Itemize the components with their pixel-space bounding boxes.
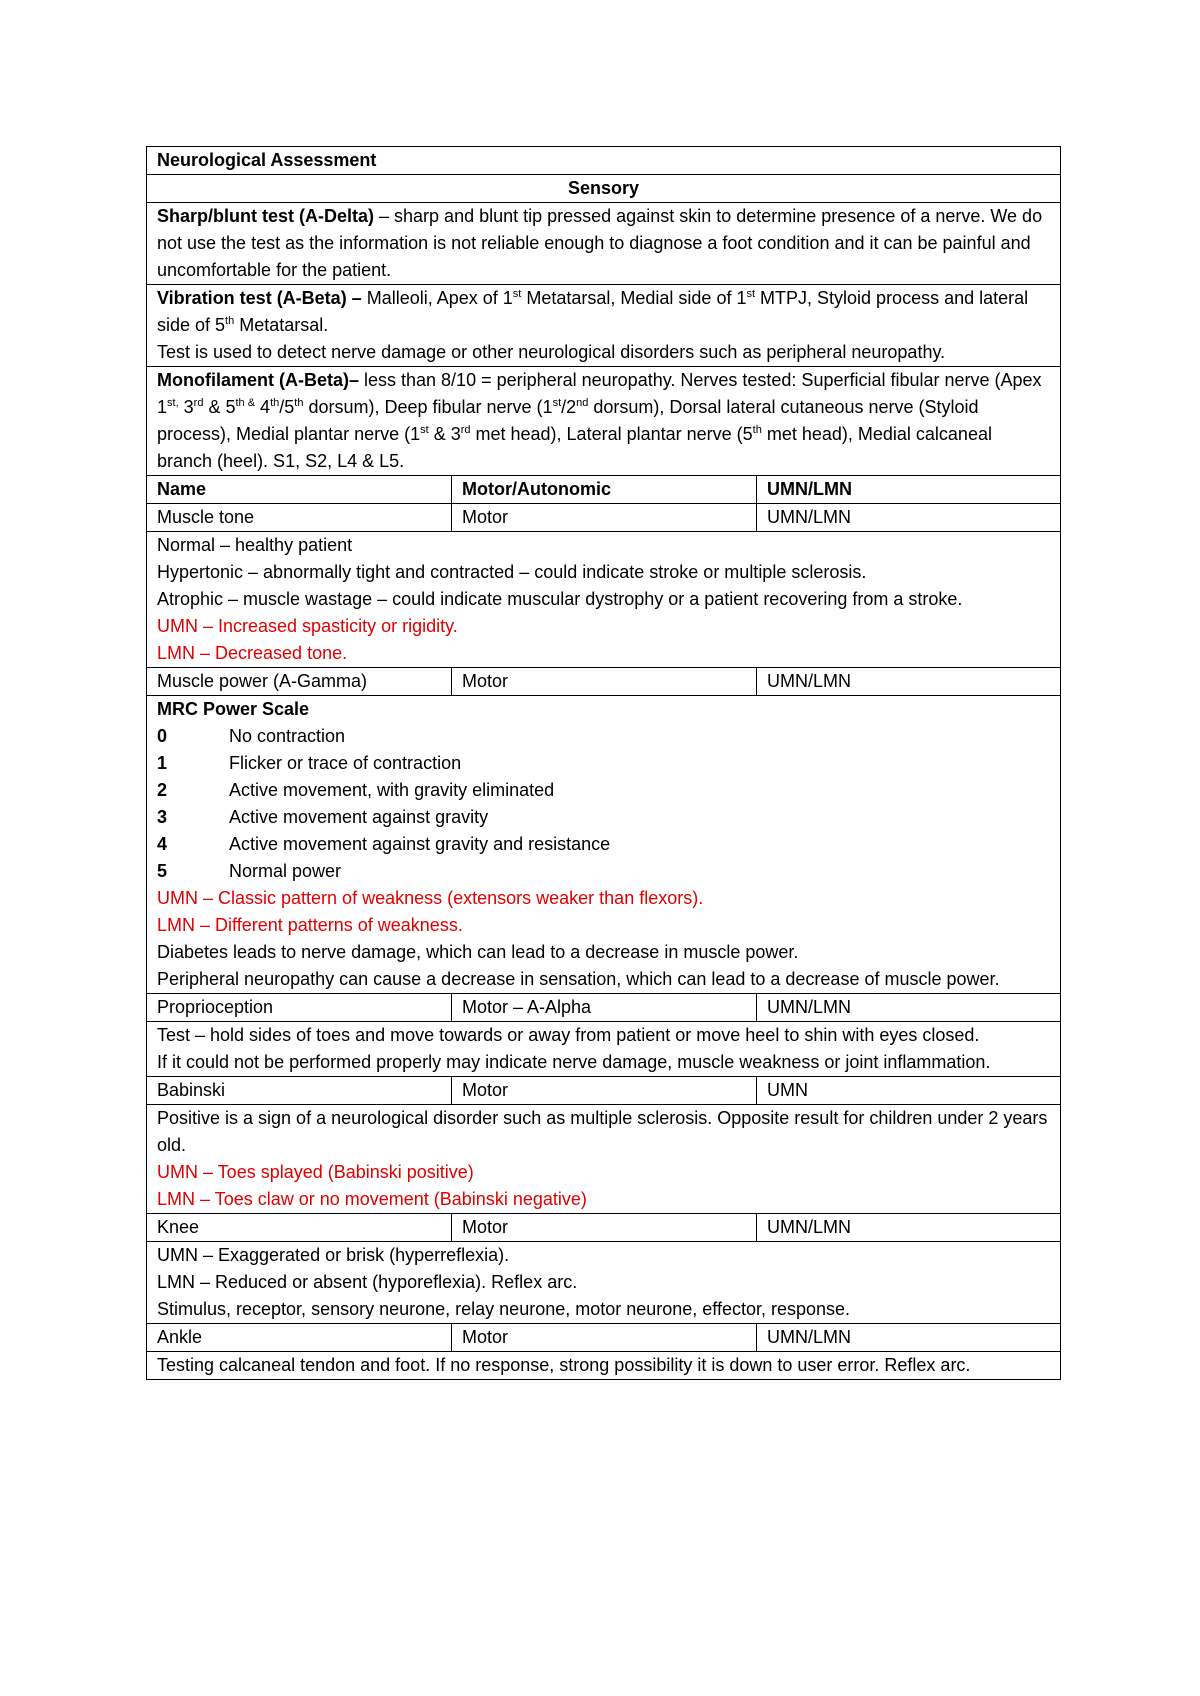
cell-neuron: UMN/LMN bbox=[757, 994, 1061, 1022]
sensory-heading: Sensory bbox=[147, 175, 1061, 203]
table-row bbox=[147, 994, 1061, 1022]
vibration-line-1 bbox=[157, 285, 1050, 339]
mrc-scale-title: MRC Power Scale bbox=[157, 699, 310, 719]
neuro-assessment-table bbox=[146, 146, 1061, 1380]
monofilament-heading: Monofilament (A-Beta)– bbox=[157, 370, 359, 390]
superscript: rd bbox=[460, 424, 471, 436]
lmn-note: LMN – Different patterns of weakness. bbox=[157, 915, 463, 935]
muscle-tone-notes bbox=[147, 532, 1061, 668]
table-row bbox=[147, 504, 1061, 532]
ankle-notes bbox=[147, 1352, 1061, 1380]
mrc-description: Normal power bbox=[229, 861, 342, 881]
sensory-heading-row bbox=[147, 175, 1061, 203]
cell-type: Motor bbox=[452, 1324, 757, 1352]
muscle-tone-notes-row bbox=[147, 532, 1061, 668]
note-line: Positive is a sign of a neurological disorder such as multiple sclerosis. Opposite result for children under 2 years old. bbox=[157, 1108, 1048, 1155]
cell-neuron: UMN/LMN bbox=[757, 1324, 1061, 1352]
mono-text: 4 bbox=[255, 397, 271, 417]
note-line: Hypertonic – abnormally tight and contracted – could indicate stroke or multiple sclerosis. bbox=[157, 562, 867, 582]
vibration-row bbox=[147, 285, 1061, 367]
cell-name: Babinski bbox=[147, 1077, 452, 1105]
proprioception-notes bbox=[147, 1022, 1061, 1077]
header-umn-lmn: UMN/LMN bbox=[757, 476, 1061, 504]
note-line: Stimulus, receptor, sensory neurone, relay neurone, motor neurone, effector, response. bbox=[157, 1299, 851, 1319]
vibration-cell bbox=[147, 285, 1061, 367]
header-motor-autonomic: Motor/Autonomic bbox=[452, 476, 757, 504]
vibration-text: Metatarsal, Medial side of 1 bbox=[521, 288, 747, 308]
superscript: th & bbox=[235, 397, 256, 409]
superscript: rd bbox=[193, 397, 204, 409]
sharp-blunt-cell bbox=[147, 203, 1061, 285]
mrc-scale-item bbox=[157, 858, 1050, 885]
mrc-scale-item bbox=[157, 804, 1050, 831]
mrc-grade: 5 bbox=[157, 861, 168, 881]
cell-type: Motor bbox=[452, 668, 757, 696]
note-line: Test – hold sides of toes and move towards or away from patient or move heel to shin with eyes closed. bbox=[157, 1025, 980, 1045]
document-page bbox=[146, 146, 1060, 1380]
muscle-power-notes bbox=[147, 696, 1061, 994]
table-row bbox=[147, 1077, 1061, 1105]
knee-notes bbox=[147, 1242, 1061, 1324]
vibration-heading: Vibration test (A-Beta) – bbox=[157, 288, 362, 308]
cell-type: Motor bbox=[452, 1214, 757, 1242]
superscript: th bbox=[270, 397, 280, 409]
mrc-grade: 1 bbox=[157, 753, 168, 773]
note-line: Normal – healthy patient bbox=[157, 535, 353, 555]
cell-neuron: UMN/LMN bbox=[757, 504, 1061, 532]
mono-text: /5 bbox=[279, 397, 295, 417]
mrc-description: Flicker or trace of contraction bbox=[229, 753, 462, 773]
mono-text: met head), Lateral plantar nerve (5 bbox=[470, 424, 753, 444]
babinski-notes bbox=[147, 1105, 1061, 1214]
mono-text: & 3 bbox=[428, 424, 461, 444]
mrc-grade: 3 bbox=[157, 807, 168, 827]
table-row bbox=[147, 1324, 1061, 1352]
mrc-scale-item bbox=[157, 831, 1050, 858]
cell-type: Motor bbox=[452, 1077, 757, 1105]
monofilament-cell bbox=[147, 367, 1061, 476]
umn-note: UMN – Toes splayed (Babinski positive) bbox=[157, 1162, 474, 1182]
mono-text: & 5 bbox=[203, 397, 236, 417]
cell-type: Motor bbox=[452, 504, 757, 532]
mrc-scale-item bbox=[157, 777, 1050, 804]
mono-text: dorsum), Deep fibular nerve (1 bbox=[303, 397, 553, 417]
mrc-grade: 4 bbox=[157, 834, 168, 854]
umn-note: UMN – Classic pattern of weakness (extensors weaker than flexors). bbox=[157, 888, 704, 908]
cell-name: Ankle bbox=[147, 1324, 452, 1352]
note-line: Testing calcaneal tendon and foot. If no response, strong possibility it is down to user error. Reflex arc. bbox=[157, 1355, 971, 1375]
note-line: LMN – Reduced or absent (hyporeflexia). Reflex arc. bbox=[157, 1272, 578, 1292]
vibration-line-2: Test is used to detect nerve damage or other neurological disorders such as peripheral neuropathy. bbox=[157, 342, 946, 362]
superscript: st bbox=[512, 288, 522, 300]
mrc-grade: 2 bbox=[157, 780, 168, 800]
note-line: Diabetes leads to nerve damage, which can lead to a decrease in muscle power. bbox=[157, 942, 799, 962]
table-row bbox=[147, 668, 1061, 696]
note-line: UMN – Exaggerated or brisk (hyperreflexia). bbox=[157, 1245, 510, 1265]
cell-name: Proprioception bbox=[147, 994, 452, 1022]
mono-text: 3 bbox=[178, 397, 194, 417]
vibration-text: Metatarsal. bbox=[234, 315, 329, 335]
superscript: th bbox=[752, 424, 762, 436]
sharp-blunt-row bbox=[147, 203, 1061, 285]
mono-text: dorsum), Dorsal lateral cutaneous nerve (Styloid process), Medial plantar nerve (1 bbox=[157, 397, 979, 444]
superscript: st bbox=[420, 424, 429, 436]
knee-notes-row bbox=[147, 1242, 1061, 1324]
cell-name: Muscle tone bbox=[147, 504, 452, 532]
header-name: Name bbox=[147, 476, 452, 504]
title-row bbox=[147, 147, 1061, 175]
superscript: th bbox=[225, 315, 235, 327]
table-row bbox=[147, 1214, 1061, 1242]
note-line: Peripheral neuropathy can cause a decrease in sensation, which can lead to a decrease of muscle power. bbox=[157, 969, 1000, 989]
superscript: th bbox=[294, 397, 304, 409]
column-header-row bbox=[147, 476, 1061, 504]
mrc-grade: 0 bbox=[157, 726, 168, 746]
mrc-scale-item bbox=[157, 750, 1050, 777]
babinski-notes-row bbox=[147, 1105, 1061, 1214]
superscript: nd bbox=[576, 397, 589, 409]
cell-type: Motor – A-Alpha bbox=[452, 994, 757, 1022]
cell-name: Muscle power (A-Gamma) bbox=[147, 668, 452, 696]
umn-note: UMN – Increased spasticity or rigidity. bbox=[157, 616, 458, 636]
superscript: st bbox=[746, 288, 756, 300]
mrc-scale-item bbox=[157, 723, 1050, 750]
cell-neuron: UMN/LMN bbox=[757, 668, 1061, 696]
mono-text: met head), Medial calcaneal branch (heel). S1, S2, L4 & L5. bbox=[157, 424, 992, 471]
mrc-description: Active movement against gravity and resistance bbox=[229, 834, 611, 854]
cell-neuron: UMN/LMN bbox=[757, 1214, 1061, 1242]
vibration-text: Malleoli, Apex of 1 bbox=[361, 288, 513, 308]
document-title: Neurological Assessment bbox=[147, 147, 1061, 175]
superscript: st bbox=[552, 397, 562, 409]
mono-text: /2 bbox=[561, 397, 577, 417]
sharp-blunt-text: – sharp and blunt tip pressed against skin to determine presence of a nerve. We do not use the test as the information is not reliable enough to diagnose a foot condition and it can be painful and uncomfortable for the patient. bbox=[157, 206, 1043, 280]
lmn-note: LMN – Toes claw or no movement (Babinski negative) bbox=[157, 1189, 587, 1209]
ankle-notes-row bbox=[147, 1352, 1061, 1380]
mrc-description: No contraction bbox=[229, 726, 346, 746]
muscle-power-notes-row bbox=[147, 696, 1061, 994]
mrc-description: Active movement, with gravity eliminated bbox=[229, 780, 555, 800]
monofilament-row bbox=[147, 367, 1061, 476]
cell-neuron: UMN bbox=[757, 1077, 1061, 1105]
mrc-description: Active movement against gravity bbox=[229, 807, 489, 827]
lmn-note: LMN – Decreased tone. bbox=[157, 643, 348, 663]
note-line: If it could not be performed properly may indicate nerve damage, muscle weakness or joint inflammation. bbox=[157, 1052, 991, 1072]
mono-text: less than 8/10 = peripheral neuropathy. Nerves tested: Superficial fibular nerve (Apex 1 bbox=[157, 370, 1042, 417]
superscript: st, bbox=[167, 397, 179, 409]
note-line: Atrophic – muscle wastage – could indicate muscular dystrophy or a patient recovering from a stroke. bbox=[157, 589, 963, 609]
cell-name: Knee bbox=[147, 1214, 452, 1242]
vibration-text: MTPJ, Styloid process and lateral side of 5 bbox=[157, 288, 1029, 335]
proprioception-notes-row bbox=[147, 1022, 1061, 1077]
sharp-blunt-heading: Sharp/blunt test (A-Delta) bbox=[157, 206, 375, 226]
